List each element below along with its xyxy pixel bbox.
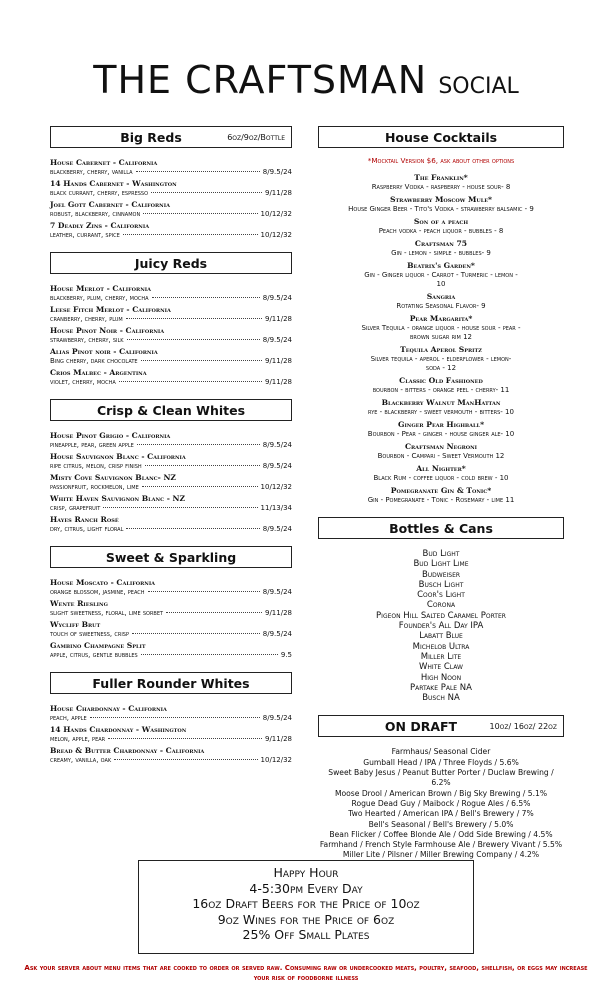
section-juicy-reds <box>50 252 292 387</box>
cocktail-name: Ginger Pear Highball* <box>397 420 485 429</box>
price: 9/11/28 <box>265 609 292 617</box>
dot-leader <box>108 738 262 739</box>
wine-item <box>50 494 292 513</box>
happy-hour-line: 9oz Wines for the Price of 6oz <box>217 911 395 927</box>
dot-leader <box>166 612 262 613</box>
cocktail-name: Pomegranate Gin & Tonic* <box>390 486 492 495</box>
draft-item: Bell's Seasonal / Bell's Brewery / 5.0% <box>368 819 514 829</box>
section-header <box>318 715 564 737</box>
section-title: House Cocktails <box>384 129 498 145</box>
cocktail-description: bourbon - bitters - orange peel - cherry- 11 <box>372 386 510 394</box>
draft-item: Bean Flicker / Coffee Blonde Ale / Odd Side Brewing / 4.5% <box>329 829 553 839</box>
tasting-notes: Bing cherry, dark chocolate <box>50 357 138 365</box>
bottle-item: Miller Lite <box>420 651 462 662</box>
bottle-item: Michelob Ultra <box>412 641 470 652</box>
section-sweet-sparkling <box>50 546 292 660</box>
price: 10/12/32 <box>260 483 292 491</box>
tasting-notes: peach, apple <box>50 714 87 722</box>
cocktail-item <box>318 486 564 505</box>
cocktail-item <box>318 314 564 342</box>
cocktail-description: Silver Tequila - orange liquor - house sour - pear - <box>361 324 521 332</box>
tasting-notes: orange blossom, jasmine, peach <box>50 588 145 596</box>
wine-name: House Chardonnay - California <box>50 704 167 713</box>
tasting-notes: robust, blackberry, cinnamon <box>50 210 141 218</box>
wine-item <box>50 368 292 387</box>
wine-details <box>50 231 292 240</box>
cocktail-name: Classic Old Fashioned <box>399 376 483 385</box>
price: 8/9.5/24 <box>262 525 292 533</box>
tasting-notes: blackberry, cherry, vanilla <box>50 168 133 176</box>
mocktail-note: *Mocktail Version $6, ask about other options <box>367 156 515 165</box>
section-bottles <box>318 517 564 703</box>
wine-details <box>50 336 292 345</box>
section-header <box>318 517 564 539</box>
dot-leader <box>136 171 260 172</box>
tasting-notes: ripe citrus, melon, crisp finish <box>50 462 142 470</box>
dot-leader <box>132 633 260 634</box>
cocktail-name: Tequila Aperol Spritz <box>400 345 482 354</box>
cocktail-item <box>318 442 564 461</box>
wine-name: 7 Deadly Zins - California <box>50 221 150 230</box>
tasting-notes: leather, currant, spice <box>50 231 120 239</box>
dot-leader <box>141 654 278 655</box>
wine-item <box>50 599 292 618</box>
wine-list <box>50 704 292 765</box>
wine-name: House Pinot Grigio - California <box>50 431 171 440</box>
draft-item: Miller Lite / Pilsner / Miller Brewing Company / 4.2% <box>342 850 540 860</box>
dot-leader <box>90 717 260 718</box>
wine-details <box>50 609 292 618</box>
section-header <box>50 546 292 568</box>
wine-name: Wente Riesling <box>50 599 108 608</box>
wine-details <box>50 294 292 303</box>
cocktail-item <box>318 173 564 192</box>
dot-leader <box>143 213 257 214</box>
tasting-notes: pineapple, pear, green apple <box>50 441 134 449</box>
tasting-notes: slight sweetness, floral, lime sorbet <box>50 609 164 617</box>
section-big-reds <box>50 126 292 240</box>
dot-leader <box>126 318 262 319</box>
cocktail-description: Gin - Pomegranate - Tonic - Rosemary - lime 11 <box>367 496 515 504</box>
section-title: Fuller Rounder Whites <box>92 675 250 691</box>
draft-item: Farmhand / French Style Farmhouse Ale / Brewery Vivant / 5.5% <box>319 840 563 850</box>
dot-leader <box>103 507 257 508</box>
wine-details <box>50 651 292 660</box>
tasting-notes: dry, citrus, light floral <box>50 525 124 533</box>
cocktail-name: Craftsman 75 <box>414 239 468 248</box>
tasting-notes: touch of sweetness, crisp <box>50 630 129 638</box>
section-header <box>50 672 292 694</box>
wine-item <box>50 746 292 765</box>
bottle-item: Bud Light <box>422 549 460 559</box>
section-header <box>50 252 292 274</box>
wine-list <box>50 431 292 534</box>
section-cocktails <box>318 126 564 505</box>
wine-details <box>50 168 292 177</box>
wine-name: House Cabernet - California <box>50 158 158 167</box>
cocktail-description: Rotating Seasonal Flavor- 9 <box>396 302 486 310</box>
section-fuller-whites <box>50 672 292 765</box>
bottle-item: High Noon <box>420 672 462 683</box>
wine-item <box>50 473 292 492</box>
wine-item <box>50 200 292 219</box>
wine-list <box>50 578 292 660</box>
cocktail-description: brown sugar rim 12 <box>410 333 472 341</box>
wine-item <box>50 704 292 723</box>
tasting-notes: strawberry, cherry, silk <box>50 336 124 344</box>
draft-item: Sweet Baby Jesus / Peanut Butter Porter / Duclaw Brewing / 6.2% <box>328 768 554 788</box>
cocktail-item <box>318 261 564 289</box>
section-header <box>50 399 292 421</box>
tasting-notes: apple, citrus, gentle bubbles <box>50 651 138 659</box>
cocktail-name: All Nighter* <box>416 464 466 473</box>
price: 8/9.5/24 <box>262 462 292 470</box>
wine-name: 14 Hands Cabernet - Washington <box>50 179 177 188</box>
cocktail-item <box>318 217 564 236</box>
cocktail-description: Bourbon - Pear - ginger - house ginger ale- 10 <box>367 430 515 438</box>
wine-name: Gambino Champagne Split <box>50 641 146 650</box>
bottle-item: Labatt Blue <box>419 631 463 642</box>
draft-item: Moose Drool / American Brown / Big Sky Brewing / 5.1% <box>334 788 548 798</box>
wine-item <box>50 452 292 471</box>
section-draft <box>318 715 564 860</box>
logo-main: THE CRAFTSMAN <box>93 58 428 102</box>
dot-leader <box>126 528 259 529</box>
bottle-item: Budweiser <box>421 569 461 580</box>
section-title: Crisp & Clean Whites <box>96 402 246 418</box>
cocktail-name: Beatrix's Garden* <box>407 261 475 270</box>
cocktail-item <box>318 398 564 417</box>
dot-leader <box>114 759 257 760</box>
section-crisp-whites <box>50 399 292 534</box>
cocktail-item <box>318 464 564 483</box>
wine-name: 14 Hands Chardonnay - Washington <box>50 725 187 734</box>
wine-details <box>50 525 292 534</box>
cocktail-item <box>318 420 564 439</box>
draft-list <box>318 747 564 860</box>
wine-name: Crios Malbec - Argentina <box>50 368 147 377</box>
dot-leader <box>142 486 258 487</box>
price: 8/9.5/24 <box>262 441 292 449</box>
bottle-list <box>318 549 564 703</box>
dot-leader <box>137 444 260 445</box>
wine-item <box>50 347 292 366</box>
wine-name: House Merlot - California <box>50 284 151 293</box>
tasting-notes: violet, cherry, mocha <box>50 378 116 386</box>
wine-name: Leese Fitch Merlot - California <box>50 305 171 314</box>
bottle-item: White Claw <box>419 662 463 673</box>
section-size-label: 10oz/ 16oz/ 22oz <box>489 721 557 731</box>
bottle-item: Pigeon Hill Salted Caramel Porter <box>376 610 506 621</box>
cocktail-description: Bourbon - Campari - Sweet Vermouth 12 <box>377 452 505 460</box>
cocktail-name: Son of a peach <box>413 217 469 226</box>
bottle-item: Coor's Light <box>417 590 465 601</box>
wine-details <box>50 630 292 639</box>
price: 8/9.5/24 <box>262 630 292 638</box>
tasting-notes: black currant, cherry, espresso <box>50 189 149 197</box>
price: 10/12/32 <box>260 756 292 764</box>
tasting-notes: blackberry, plum, cherry, mocha <box>50 294 149 302</box>
price: 11/13/34 <box>260 504 292 512</box>
cocktail-description: soda - 12 <box>425 364 457 372</box>
wine-item <box>50 641 292 660</box>
happy-hour-box <box>138 860 474 954</box>
dot-leader <box>151 192 262 193</box>
price: 9/11/28 <box>265 735 292 743</box>
wine-name: House Moscato - California <box>50 578 156 587</box>
wine-item <box>50 221 292 240</box>
draft-item: Two Hearted / American IPA / Bell's Brewery / 7% <box>348 809 534 819</box>
cocktail-description: rye - blackberry - sweet vermouth - bitters- 10 <box>368 408 514 416</box>
cocktail-name: The Franklin* <box>414 173 468 182</box>
price: 9/11/28 <box>265 357 292 365</box>
cocktail-name: Pear Margarita* <box>409 314 473 323</box>
wine-details <box>50 714 292 723</box>
wine-name: Misty Cove Sauvignon Blanc- NZ <box>50 473 176 482</box>
cocktail-description: House Ginger Beer - Tito's Vodka - strawberry balsamic - 9 <box>348 205 534 213</box>
bottle-item: Busch Light <box>418 579 464 590</box>
cocktail-list <box>318 173 564 505</box>
bottle-item: Busch NA <box>422 693 460 704</box>
wine-details <box>50 315 292 324</box>
dot-leader <box>127 339 260 340</box>
wine-name: House Pinot Noir - California <box>50 326 165 335</box>
wine-details <box>50 189 292 198</box>
price: 8/9.5/24 <box>262 336 292 344</box>
section-title: Sweet & Sparkling <box>105 549 237 565</box>
cocktail-description: Silver tequila - aperol - elderflower - lemon- <box>370 355 512 363</box>
cocktail-name: Sangria <box>426 292 456 301</box>
cocktail-item <box>318 239 564 258</box>
cocktail-item <box>318 195 564 214</box>
wine-details <box>50 756 292 765</box>
dot-leader <box>145 465 260 466</box>
wine-item <box>50 725 292 744</box>
price: 9.5 <box>280 651 292 659</box>
wine-details <box>50 210 292 219</box>
happy-hour-line: 25% Off Small Plates <box>242 927 370 942</box>
raw-food-disclaimer: Ask your server about menu items that are cooked to order or served raw. Consuming raw or undercooked meats, poultry, seafood, shellfish, or eggs may increase your risk of foodborne illness <box>24 964 588 982</box>
cocktail-description: Raspberry Vodka - raspberry - house sour- 8 <box>371 183 511 191</box>
happy-hour-line: Happy Hour <box>273 865 339 880</box>
tasting-notes: cranberry, cherry, plum <box>50 315 123 323</box>
wine-details <box>50 378 292 387</box>
price: 9/11/28 <box>265 378 292 386</box>
section-title: Bottles & Cans <box>389 520 493 536</box>
tasting-notes: melon, apple, pear <box>50 735 106 743</box>
wine-item <box>50 431 292 450</box>
bottle-item: Founder's All Day IPA <box>398 621 484 632</box>
wine-details <box>50 357 292 366</box>
cocktail-name: Craftsman Negroni <box>404 442 478 451</box>
wine-details <box>50 483 292 492</box>
wine-name: White Haven Sauvignon Blanc - NZ <box>50 494 186 503</box>
price: 8/9.5/24 <box>262 294 292 302</box>
wine-details <box>50 735 292 744</box>
price: 8/9.5/24 <box>262 714 292 722</box>
draft-item: Rogue Dead Guy / Maibock / Rogue Ales / 6.5% <box>351 798 531 808</box>
section-title: Juicy Reds <box>134 255 208 271</box>
wine-item <box>50 284 292 303</box>
dot-leader <box>148 591 260 592</box>
wine-name: Wycliff Brut <box>50 620 101 629</box>
draft-item: Farmhaus/ Seasonal Cider <box>391 747 491 757</box>
wine-item <box>50 326 292 345</box>
price: 10/12/32 <box>260 231 292 239</box>
wine-name: House Sauvignon Blanc - California <box>50 452 186 461</box>
section-title: Big Reds <box>120 129 182 145</box>
logo-sub: SOCIAL <box>438 74 519 99</box>
cocktail-description: Gin - Ginger liquor - Carrot - Turmeric - lemon - <box>364 271 518 279</box>
wine-details <box>50 441 292 450</box>
price: 10/12/32 <box>260 210 292 218</box>
wine-item <box>50 578 292 597</box>
dot-leader <box>119 381 262 382</box>
bottle-item: Corona <box>426 600 456 611</box>
cocktail-description: Black Rum - coffee liquor - cold brew - 10 <box>373 474 509 482</box>
wine-name: Hayes Ranch Rosé <box>50 515 119 524</box>
cocktail-description: Peach vodka - peach liquor - bubbles - 8 <box>378 227 504 235</box>
draft-item: Gumball Head / IPA / Three Floyds / 5.6% <box>363 757 519 767</box>
section-size-label: 6oz/9oz/Bottle <box>227 132 285 142</box>
wine-item <box>50 179 292 198</box>
bottle-item: Bud Light Lime <box>413 559 469 570</box>
wine-item <box>50 515 292 534</box>
wine-details <box>50 462 292 471</box>
wine-item <box>50 158 292 177</box>
bottle-item: Partake Pale NA <box>410 682 472 693</box>
dot-leader <box>152 297 260 298</box>
wine-item <box>50 620 292 639</box>
happy-hour-line: 16oz Draft Beers for the Price of 10oz <box>192 896 420 911</box>
cocktail-item <box>318 376 564 395</box>
price: 9/11/28 <box>265 189 292 197</box>
wine-name: Bread & Butter Chardonnay - California <box>50 746 205 755</box>
dot-leader <box>123 234 258 235</box>
cocktail-name: Strawberry Moscow Mule* <box>389 195 493 204</box>
cocktail-item <box>318 345 564 373</box>
section-header <box>318 126 564 148</box>
cocktail-name: Blackberry Walnut ManHattan <box>381 398 501 407</box>
wine-column <box>50 126 292 777</box>
tasting-notes: passionfruit, rockmelon, lime <box>50 483 139 491</box>
logo <box>0 58 612 102</box>
section-header <box>50 126 292 148</box>
wine-name: Alias Pinot noir - California <box>50 347 158 356</box>
tasting-notes: crisp, grapefruit <box>50 504 101 512</box>
happy-hour-line: 4-5:30pm Every Day <box>249 880 363 896</box>
wine-list <box>50 284 292 387</box>
price: 9/11/28 <box>265 315 292 323</box>
price: 8/9.5/24 <box>262 168 292 176</box>
cocktail-description: 10 <box>436 280 446 288</box>
wine-details <box>50 504 292 513</box>
wine-name: Joel Gott Cabernet - California <box>50 200 170 209</box>
wine-item <box>50 305 292 324</box>
cocktail-item <box>318 292 564 311</box>
dot-leader <box>141 360 262 361</box>
tasting-notes: creamy, vanilla, oak <box>50 756 112 764</box>
cocktail-description: Gin - lemon - simple - bubbles- 9 <box>391 249 491 257</box>
section-title: ON DRAFT <box>384 718 458 734</box>
price: 8/9.5/24 <box>262 588 292 596</box>
drinks-column <box>318 126 564 873</box>
wine-details <box>50 588 292 597</box>
wine-list <box>50 158 292 240</box>
